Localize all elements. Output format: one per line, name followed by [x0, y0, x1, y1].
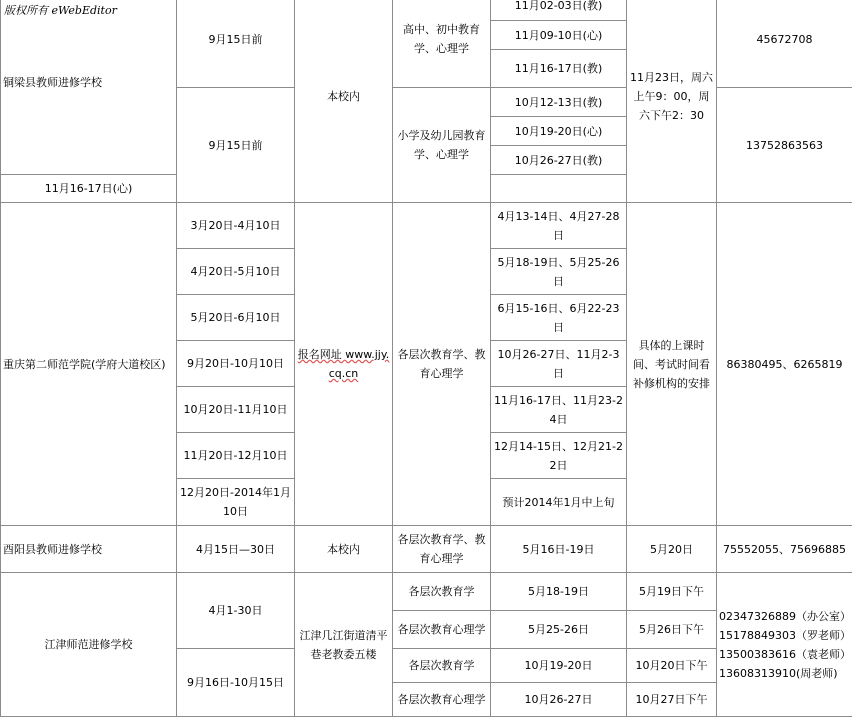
subject: 各层次教育心理学 — [393, 611, 491, 649]
class-date: 10月12-13日(教) — [491, 88, 627, 117]
phone-line: 13500383616（袁老师） — [719, 647, 851, 661]
table-row — [1, 0, 852, 21]
exam-time: 5月20日 — [627, 526, 717, 573]
class-date: 11月16-17日(心) — [1, 175, 177, 203]
table-row — [1, 526, 852, 573]
class-date: 10月26-27日(教) — [491, 146, 627, 175]
table-row — [1, 203, 852, 249]
subject: 各层次教育学 — [393, 649, 491, 683]
location: 本校内 — [295, 0, 393, 203]
registration-period: 4月15日—30日 — [177, 526, 295, 573]
location — [295, 203, 393, 526]
class-date: 5月25-26日 — [491, 611, 627, 649]
subject: 各层次教育学、教育心理学 — [393, 203, 491, 526]
class-date: 5月18-19日 — [491, 573, 627, 611]
phone-line: 15178849303（罗老师） — [719, 628, 851, 642]
class-date: 5月18-19日、5月25-26日 — [491, 249, 627, 295]
class-date: 12月14-15日、12月21-22日 — [491, 433, 627, 479]
registration-period: 11月20日-12月10日 — [177, 433, 295, 479]
exam-time: 10月27日下午 — [627, 683, 717, 717]
phone-line: 13608313910(周老师) — [719, 666, 838, 680]
exam-time: 具体的上课时间、考试时间看补修机构的安排 — [627, 203, 717, 526]
class-date: 预计2014年1月中上旬 — [491, 479, 627, 526]
subject: 高中、初中教育学、心理学 — [393, 0, 491, 88]
registration-period: 12月20日-2014年1月10日 — [177, 479, 295, 526]
registration-period: 4月20日-5月10日 — [177, 249, 295, 295]
contact-phone: 45672708 — [717, 0, 852, 88]
registration-period: 4月1-30日 — [177, 573, 295, 649]
class-date: 11月16-17日(教) — [491, 50, 627, 88]
contact-phone: 13752863563 — [717, 88, 852, 203]
phone-line: 02347326889（办公室） — [719, 609, 851, 623]
contact-phone: 86380495、6265819 — [717, 203, 852, 526]
exam-time: 10月20日下午 — [627, 649, 717, 683]
exam-time: 5月26日下午 — [627, 611, 717, 649]
class-date: 11月02-03日(教) — [491, 0, 627, 21]
registration-url[interactable]: 报名网址 www.jjy.cq.cn — [297, 348, 390, 380]
registration-period: 9月20日-10月10日 — [177, 341, 295, 387]
school-name: 江津师范进修学校 — [1, 573, 177, 717]
location: 本校内 — [295, 526, 393, 573]
subject: 各层次教育学 — [393, 573, 491, 611]
registration-period: 9月16日-10月15日 — [177, 649, 295, 717]
class-date: 11月16-17日、11月23-24日 — [491, 387, 627, 433]
subject: 各层次教育心理学 — [393, 683, 491, 717]
watermark: 版权所有 eWebEditor — [4, 2, 121, 18]
subject: 各层次教育学、教育心理学 — [393, 526, 491, 573]
class-date: 10月19-20日(心) — [491, 117, 627, 146]
subject: 小学及幼儿园教育学、心理学 — [393, 88, 491, 203]
table-row — [1, 573, 852, 611]
registration-period: 9月15日前 — [177, 0, 295, 88]
registration-period: 9月15日前 — [177, 88, 295, 203]
class-date: 4月13-14日、4月27-28日 — [491, 203, 627, 249]
class-date: 11月09-10日(心) — [491, 21, 627, 50]
class-date: 10月19-20日 — [491, 649, 627, 683]
registration-period: 5月20日-6月10日 — [177, 295, 295, 341]
school-name: 重庆第二师范学院(学府大道校区) — [1, 203, 177, 526]
location: 江津几江街道清平巷老教委五楼 — [295, 573, 393, 717]
class-date: 10月26-27日、11月2-3日 — [491, 341, 627, 387]
exam-time: 11月23日，周六上午9：00，周六下午2：30 — [627, 0, 717, 203]
class-date: 10月26-27日 — [491, 683, 627, 717]
school-name: 酉阳县教师进修学校 — [1, 526, 177, 573]
class-date: 5月16日-19日 — [491, 526, 627, 573]
contact-phone: 75552055、75696885 — [717, 526, 852, 573]
class-date: 6月15-16日、6月22-23日 — [491, 295, 627, 341]
contact-phone — [717, 573, 852, 717]
registration-period: 10月20日-11月10日 — [177, 387, 295, 433]
exam-time: 5月19日下午 — [627, 573, 717, 611]
school-name: 铜梁县教师进修学校 — [1, 0, 177, 175]
registration-period: 3月20日-4月10日 — [177, 203, 295, 249]
